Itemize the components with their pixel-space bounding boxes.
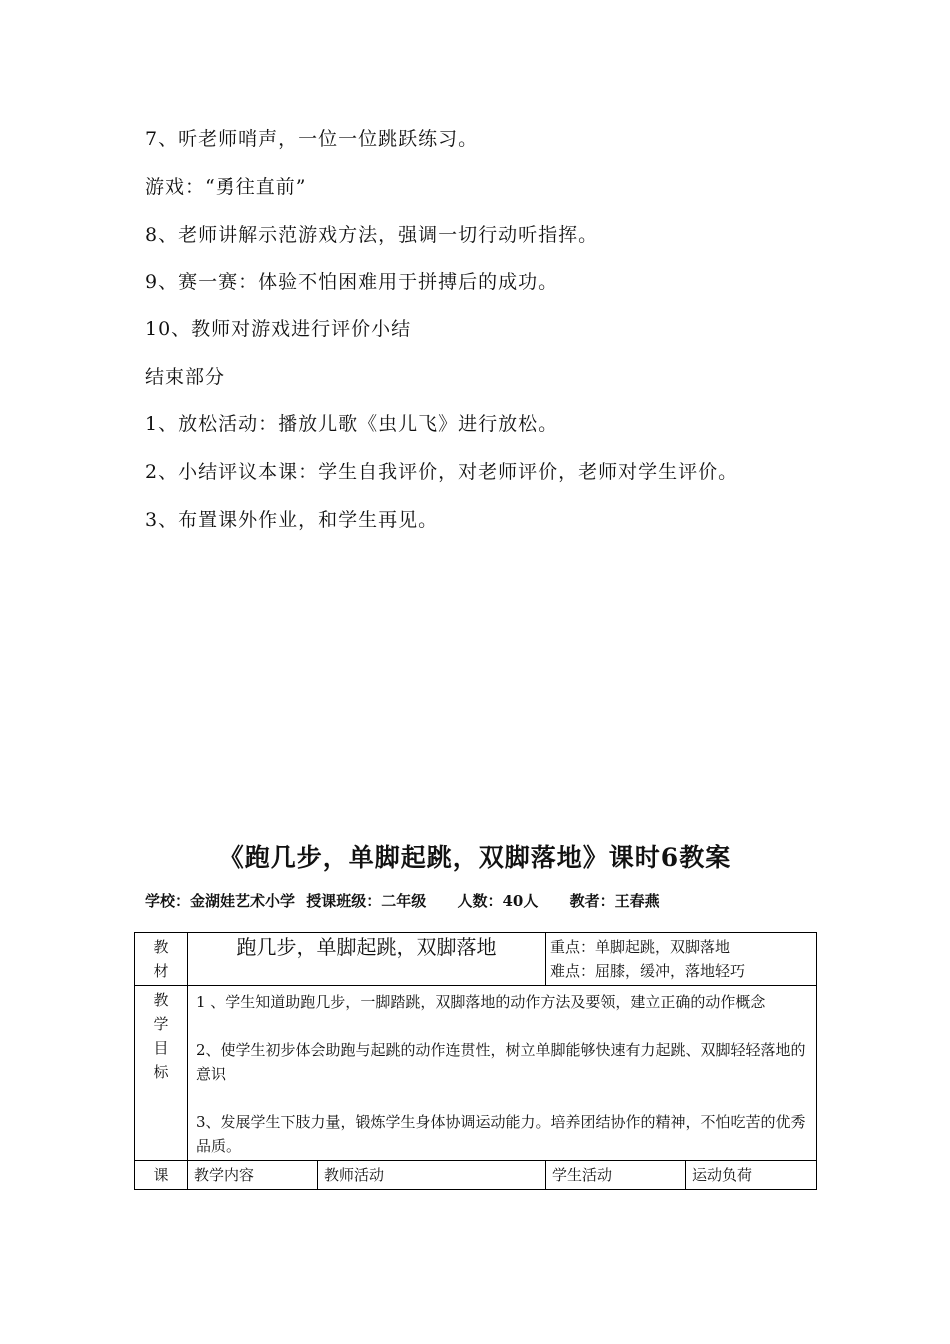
table-header-row	[135, 1161, 817, 1190]
column-header: 教学内容	[188, 1161, 318, 1190]
paragraph: 8、老师讲解示范游戏方法，强调一切行动听指挥。	[145, 224, 599, 246]
goal-item: 1 、学生知道助跑几步，一脚踏跳，双脚落地的动作方法及要领，建立正确的动作概念	[196, 993, 766, 1011]
table-row	[135, 986, 817, 1161]
column-header: 教师活动	[318, 1161, 546, 1190]
paragraph: 9、赛一赛：体验不怕困难用于拼搏后的成功。	[145, 271, 559, 293]
column-header: 学生活动	[546, 1161, 686, 1190]
goal-item: 2、使学生初步体会助跑与起跳的动作连贯性，树立单脚能够快速有力起跳、双脚轻轻落地的意识	[196, 1041, 806, 1083]
column-header: 课	[135, 1161, 188, 1190]
student-count: 人数：40人	[457, 892, 539, 910]
section-heading: 结束部分	[145, 366, 226, 388]
key-points: 重点：单脚起跳，双脚落地 难点：屈膝，缓冲，落地轻巧	[546, 933, 817, 986]
paragraph: 2、小结评议本课：学生自我评价，对老师评价，老师对学生评价。	[145, 461, 739, 483]
paragraph: 1、放松活动：播放儿歌《虫儿飞》进行放松。	[145, 413, 559, 435]
goal-item: 3、发展学生下肢力量，锻炼学生身体协调运动能力。培养团结协作的精神，不怕吃苦的优秀品质。	[196, 1113, 806, 1155]
school-info: 学校：金湖娃艺术小学	[145, 892, 296, 910]
teacher-info: 教者：王春燕	[569, 892, 660, 910]
page-title: 《跑几步，单脚起跳，双脚落地》课时6教案	[218, 843, 732, 872]
lesson-plan-table	[134, 932, 817, 1190]
material-label: 教 材	[135, 933, 188, 986]
class-info: 授课班级：二年级	[306, 892, 427, 910]
teaching-goals	[188, 986, 817, 1161]
lesson-info	[145, 890, 666, 911]
table-row	[135, 933, 817, 986]
paragraph: 7、听老师哨声，一位一位跳跃练习。	[145, 128, 479, 150]
paragraph: 10、教师对游戏进行评价小结	[145, 318, 412, 340]
goal-label: 教 学 目 标	[135, 986, 188, 1161]
lesson-subject: 跑几步，单脚起跳，双脚落地	[188, 933, 546, 986]
paragraph: 游戏：“勇往直前”	[145, 176, 307, 198]
paragraph: 3、布置课外作业，和学生再见。	[145, 509, 439, 531]
column-header: 运动负荷	[686, 1161, 817, 1190]
